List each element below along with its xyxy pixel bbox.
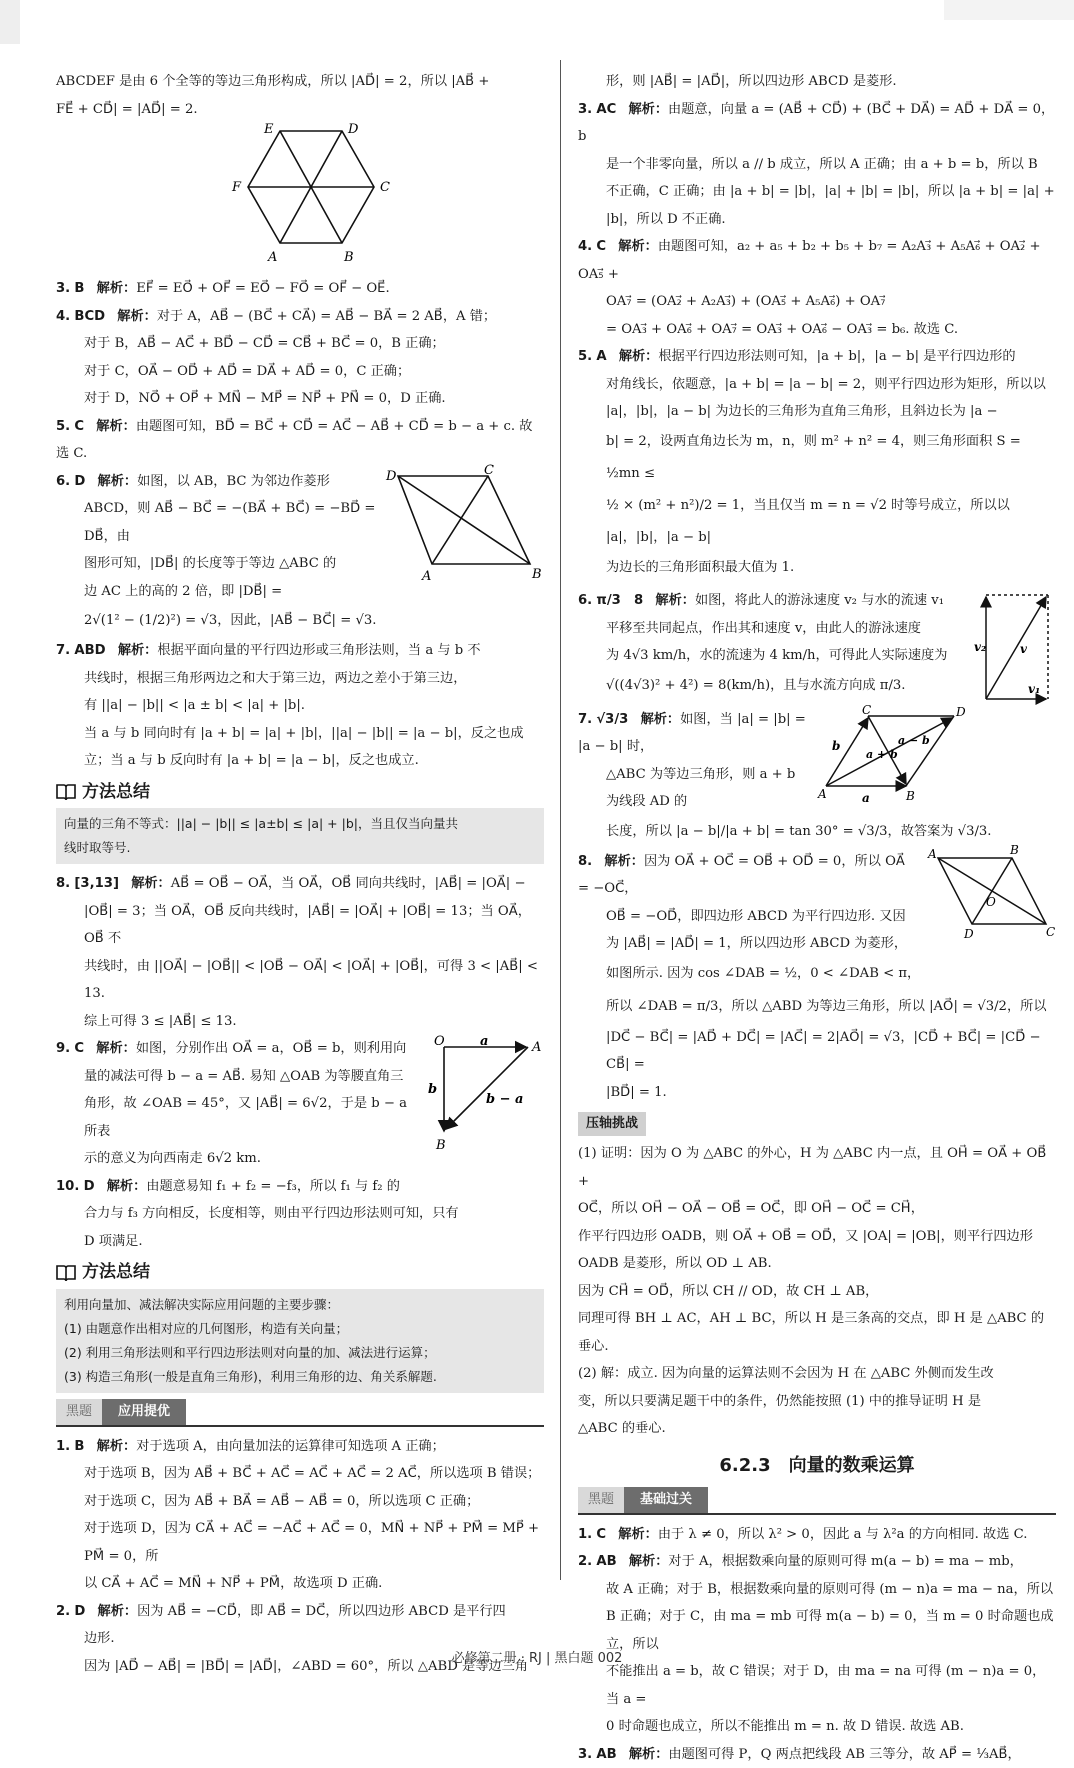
rhombus-label-d: D [385, 469, 397, 484]
method-summary-1-line-1: 向量的三角不等式：||a| − |b|| ≤ |a±b| ≤ |a| + |b|，当且仅当向量共 [64, 812, 536, 836]
r3-line-2: 是一个非零向量，所以 a // b 成立，所以 A 正确；由 a + b = b，所以 B [578, 151, 1056, 179]
left-column [56, 68, 544, 1680]
r6-line-3: 为 4√3 km/h，水的流速为 4 km/h，可得此人实际速度为 [578, 642, 1056, 670]
b2-line-1: 对于 A，根据数乘向量的原则可得 m(a − b) = ma − mb， [668, 1554, 1022, 1569]
scan-corner-mark [0, 0, 20, 44]
method-summary-1-heading: 方法总结 [82, 779, 150, 807]
question-10 [56, 1173, 544, 1201]
q6-number: 6. [56, 474, 70, 489]
b2-answer: AB [596, 1554, 616, 1569]
question-5 [56, 413, 544, 468]
q9-line-2: 量的减法可得 b − a = AB⃗. 易知 △OAB 为等腰直角三 [56, 1063, 544, 1091]
r8-line-6: |DC⃗ − BC⃗| = |AD⃗ + DC⃗| = |AC⃗| = 2|AO⃗| = √3，|CD⃗ + BC⃗| = |CD⃗ − CB⃗| = [578, 1024, 1056, 1079]
q4-line-3: 对于 C，OA⃗ − OD⃗ + AD⃗ = DA⃗ + AD⃗ = 0，C 正确； [56, 358, 544, 386]
par-label-vec-a: a [862, 791, 870, 805]
q8-analysis-label: 解析： [131, 876, 171, 891]
r8-line-2: OB⃗ = −OD⃗，即四边形 ABCD 为平行四边形. 又因 [578, 903, 1056, 931]
r5-line-6: 为边长的三角形面积最大值为 1. [578, 554, 1056, 582]
proof-1-line-2: OC⃗，所以 OH⃗ − OA⃗ − OB⃗ = OC⃗，即 OH⃗ − OC⃗ = CH⃗， [578, 1195, 1056, 1223]
a2-answer: D [74, 1604, 85, 1619]
tri-label-a: A [531, 1040, 541, 1055]
proof-1-line-3: 作平行四边形 OADB，则 OA⃗ + OB⃗ = OD⃗，又 |OA| = |OB|，则平行四边形 [578, 1223, 1056, 1251]
basic-question-2 [578, 1548, 1056, 1576]
b1-analysis-label: 解析： [618, 1527, 658, 1542]
r4-number: 4. [578, 239, 592, 254]
a1-analysis-label: 解析： [97, 1439, 137, 1454]
q6-line-1: 如图，以 AB，BC 为邻边作菱形 [137, 474, 330, 489]
b3-answer: AB [596, 1747, 616, 1762]
tri-label-b: B [435, 1138, 446, 1153]
hex-label-e: E [263, 122, 274, 137]
tri-label-o: O [434, 1034, 445, 1049]
q5-number: 5. [56, 419, 70, 434]
q9-line-1: 如图，分别作出 OA⃗ = a，OB⃗ = b，则利用向 [136, 1041, 407, 1056]
q10-answer: D [84, 1179, 95, 1194]
q9-number: 9. [56, 1041, 70, 1056]
q10-line-3: D 项满足. [56, 1228, 544, 1256]
q10-line-2: 合力与 f₃ 方向相反，长度相等，则由平行四边形法则可知，只有 [56, 1200, 544, 1228]
b2-line-4: 不能推出 a = b，故 C 错误；对于 D，由 ma = na 可得 (m − n)a = 0，当 a = [578, 1658, 1056, 1713]
section-bar-basic [578, 1487, 1056, 1515]
a1-line-2: 对于选项 B，因为 AB⃗ + BC⃗ + AC⃗ = AC⃗ + AC⃗ = 2 AC⃗，所以选项 B 错误； [56, 1460, 544, 1488]
r4-line-3: = OA₃⃗ + OA₆⃗ + OA₇⃗ = OA₃⃗ + OA₆⃗ − OA₃⃗ = b₆. 故选 C. [578, 316, 1056, 344]
a2-analysis-label: 解析： [98, 1604, 138, 1619]
q7-answer: ABD [74, 643, 105, 658]
velocity-rectangle-figure [976, 587, 1056, 711]
q6-answer: D [74, 474, 85, 489]
method-summary-1-line-2: 线时取等号. [64, 836, 536, 860]
q4-line-2: 对于 B，AB⃗ − AC⃗ + BD⃗ − CD⃗ = CB⃗ + BC⃗ = 0，B 正确； [56, 330, 544, 358]
hex-label-f: F [231, 180, 242, 195]
rect-label-v1: v₁ [1028, 682, 1040, 696]
hex-label-d: D [347, 122, 359, 137]
section-heading-6-2-3: 6.2.3 向量的数乘运算 [578, 1451, 1056, 1481]
r5-line-2: 对角线长，依题意，|a + b| = |a − b| = 2，则平行四边形为矩形，所以以 [578, 371, 1056, 399]
q8-line-4: 综上可得 3 ≤ |AB⃗| ≤ 13. [56, 1008, 544, 1036]
q4-analysis-label: 解析： [117, 309, 157, 324]
r4-answer: C [596, 239, 606, 254]
application-question-1 [56, 1433, 544, 1461]
q8-answer: [3,13] [74, 876, 119, 891]
question-8 [56, 870, 544, 898]
section-tag-basic: 基础过关 [624, 1487, 708, 1513]
scan-corner-mark-top-right [944, 0, 1074, 20]
method-summary-2-title [56, 1259, 544, 1287]
proof-1-line-6: 同理可得 BH ⊥ AC，AH ⊥ BC，所以 H 是三条高的交点，即 H 是 △ABC 的 [578, 1305, 1056, 1333]
rhombus-figure [384, 470, 544, 582]
r6-line-1: 如图，将此人的游泳速度 v₂ 与水的流速 v₁ [695, 593, 944, 608]
right-question-4 [578, 233, 1056, 288]
q3-analysis-label: 解析： [97, 281, 137, 296]
b2-line-2: 故 A 正确；对于 B，根据数乘向量的原则可得 (m − n)a = ma − na，所以 [578, 1576, 1056, 1604]
right-triangle-figure [432, 1035, 544, 1153]
q5-text: 由题图可知，BD⃗ = BC⃗ + CD⃗ = AC⃗ − AB⃗ + CD⃗ = b − a + c. 故选 C. [56, 419, 532, 462]
r5-line-5: ½ × (m² + n²)/2 = 1，当且仅当 m = n = √2 时等号成立，所以以 |a|，|b|，|a − b| [578, 490, 1056, 554]
question-3 [56, 275, 544, 303]
q5-analysis-label: 解析： [96, 419, 136, 434]
a1-line-5: 以 CA⃗ + AC⃗ = MN⃗ + NP⃗ + PM⃗，故选项 D 正确. [56, 1570, 544, 1598]
r3-line-4: |b|，所以 D 不正确. [578, 206, 1056, 234]
r3-line-3: 不正确，C 正确；由 |a + b| = |b|，|a| + |b| = |b|，所以 |a + b| = |a| + [578, 178, 1056, 206]
proof-1-line-7: 垂心. [578, 1333, 1056, 1361]
r8-number: 8. [578, 854, 592, 869]
q3-text: EF⃗ = EO⃗ + OF⃗ = EO⃗ − FO⃗ = OF⃗ − OE⃗. [136, 281, 390, 296]
hex-label-c: C [380, 180, 390, 195]
section-tag-black-right: 黑题 [578, 1487, 624, 1513]
r4-line-2: OA₇⃗ = (OA₂⃗ + A₂A₃⃗) + (OA₅⃗ + A₅A₆⃗) + OA₇⃗ [578, 288, 1056, 316]
rh2-label-b: B [1009, 843, 1019, 857]
r7-line-2: △ABC 为等边三角形，则 a + b 为线段 AD 的 [578, 761, 1056, 816]
tri-label-vec-b: b [428, 1082, 437, 1097]
r5-analysis-label: 解析： [619, 349, 659, 364]
q9-line-4: 示的意义为向西南走 6√2 km. [56, 1145, 544, 1173]
b3-number: 3. [578, 1747, 592, 1762]
q7-line-5: 立；当 a 与 b 反向时有 |a + b| = |a − b|，反之也成立. [56, 747, 544, 775]
q10-number: 10. [56, 1179, 79, 1194]
a2-line-2: 边形. [56, 1625, 544, 1653]
r3-line-1: 由题意，向量 a = (AB⃗ + CD⃗) + (BC⃗ + DA⃗) = AD⃗ + DA⃗ = 0，b [578, 102, 1054, 145]
par-label-d-point: D [955, 705, 966, 719]
a1-line-4: 对于选项 D，因为 CA⃗ + AC⃗ = −AC⃗ + AC⃗ = 0，MN⃗ + NP⃗ + PM⃗ = MP⃗ + PM⃗ = 0，所 [56, 1515, 544, 1570]
r7-analysis-label: 解析： [641, 712, 681, 727]
a1-line-3: 对于选项 C，因为 AB⃗ + BA⃗ = AB⃗ − AB⃗ = 0，所以选项 C 正确； [56, 1488, 544, 1516]
r4-analysis-label: 解析： [618, 239, 658, 254]
basic-question-3 [578, 1741, 1056, 1768]
rhombus-label-c: C [484, 463, 494, 478]
q4-line-1: 对于 A，AB⃗ − (BC⃗ + CA⃗) = AB⃗ − BA⃗ = 2 AB⃗，A 错； [157, 309, 496, 324]
q7-analysis-label: 解析： [118, 643, 158, 658]
r7-line-1: 如图，当 |a| = |b| = |a − b| 时， [578, 712, 806, 755]
right-column [578, 68, 1056, 1768]
section-tag-application: 应用提优 [102, 1399, 186, 1425]
page-footer: 必修第二册 · RJ | 黑白题 002 [0, 1645, 1074, 1673]
rhombus-diagonals-figure [928, 848, 1056, 940]
q10-line-1: 由题意易知 f₁ + f₂ = −f₃，所以 f₁ 与 f₂ 的 [146, 1179, 400, 1194]
r7-number: 7. [578, 712, 592, 727]
q8-number: 8. [56, 876, 70, 891]
r6-number: 6. [578, 593, 592, 608]
b2-line-5: 0 时命题也成立，所以不能推出 m = n. 故 D 错误. 故选 AB. [578, 1713, 1056, 1741]
q6-line-3: 图形可知，|DB⃗| 的长度等于等边 △ABC 的 [56, 550, 544, 578]
a1-number: 1. [56, 1439, 70, 1454]
r3-number: 3. [578, 102, 592, 117]
r5-line-1: 根据平行四边形法则可知，|a + b|，|a − b| 是平行四边形的 [658, 349, 1015, 364]
a1-answer: B [74, 1439, 84, 1454]
r5-number: 5. [578, 349, 592, 364]
r4-line-1: 由题图可知，a₂ + a₅ + b₂ + b₅ + b₇ = A₂A₃⃗ + A₅A₆⃗ + OA₂⃗ + OA₅⃗ + [578, 239, 1041, 282]
hexagon-figure [56, 123, 544, 273]
hex-label-b: B [343, 250, 354, 265]
q7-number: 7. [56, 643, 70, 658]
question-7 [56, 637, 544, 665]
q7-line-2: 共线时，根据三角形两边之和大于第三边，两边之差小于第三边， [56, 665, 544, 693]
q6-line-5: 2√(1² − (1/2)²) = √3，因此，|AB⃗ − BC⃗| = √3. [56, 605, 544, 637]
rh2-label-a: A [927, 847, 937, 861]
r8-line-7: |BD⃗| = 1. [578, 1079, 1056, 1107]
q7-line-3: 有 ||a| − |b|| < |a ± b| < |a| + |b|. [56, 692, 544, 720]
q10-analysis-label: 解析： [107, 1179, 147, 1194]
q9-analysis-label: 解析： [96, 1041, 136, 1056]
q6-analysis-label: 解析： [98, 474, 138, 489]
r3-analysis-label: 解析： [628, 102, 668, 117]
q8-line-2: |OB⃗| = 3；当 OA⃗，OB⃗ 反向共线时，|AB⃗| = |OA⃗| + |OB⃗| = 13；当 OA⃗，OB⃗ 不 [56, 898, 544, 953]
a2-number: 2. [56, 1604, 70, 1619]
rh2-label-c: C [1046, 925, 1055, 939]
b1-line-1: 由于 λ ≠ 0，所以 λ² > 0，因此 a 与 λ²a 的方向相同. 故选 C. [658, 1527, 1028, 1542]
r5-line-4: b| = 2，设两直角边长为 m，n，则 m² + n² = 4，则三角形面积 S = ½mn ≤ [578, 426, 1056, 490]
right-question-5 [578, 343, 1056, 371]
r6-line-2: 平移至共同起点，作出其和速度 v，由此人的游泳速度 [578, 615, 1056, 643]
r7-line-3: 长度，所以 |a − b|/|a + b| = tan 30° = √3/3，故答案为 √3/3. [578, 816, 1056, 848]
q6-line-4: 边 AC 上的高的 2 倍，即 |DB⃗| = [56, 578, 544, 606]
proof-2-line-1: (2) 解：成立. 因为向量的运算法则不会因为 H 在 △ABC 外侧而发生改 [578, 1360, 1056, 1388]
right-question-6 [578, 587, 1056, 702]
book-icon [56, 1264, 76, 1282]
r7-answer: √3/3 [596, 712, 628, 727]
right-question-3 [578, 96, 1056, 151]
b2-number: 2. [578, 1554, 592, 1569]
a2-line-3: 因为 |AD⃗ − AB⃗| = |BD⃗| = |AD⃗|，∠ABD = 60°，所以 △ABD 是等边三角 [56, 1653, 544, 1681]
r6-line-4: √((4√3)² + 4²) = 8(km/h)，且与水流方向成 π/3. [578, 670, 1056, 702]
column-divider [560, 60, 561, 1580]
par-label-vec-b: b [832, 739, 840, 753]
proof-1-line-5: 因为 CH⃗ = OD⃗，所以 CH // OD，故 CH ⊥ AB， [578, 1278, 1056, 1306]
tri-label-b-minus-a: b − a [486, 1092, 523, 1107]
right-question-8 [578, 848, 1056, 1107]
q6-line-2: ABCD，则 AB⃗ − BC⃗ = −(BA⃗ + BC⃗) = −BD⃗ = DB⃗，由 [56, 495, 544, 550]
proof-2-line-3: △ABC 的垂心. [578, 1415, 1056, 1443]
r8-analysis-label: 解析： [604, 854, 644, 869]
q8-line-3: 共线时，由 ||OA⃗| − |OB⃗|| < |OB⃗ − OA⃗| < |OA⃗| + |OB⃗|，可得 3 < |AB⃗| < 13. [56, 953, 544, 1008]
r5-answer: A [596, 349, 606, 364]
q4-line-4: 对于 D，NO⃗ + OP⃗ + MN⃗ − MP⃗ = NP⃗ + PN⃗ = 0，D 正确. [56, 385, 544, 413]
b1-number: 1. [578, 1527, 592, 1542]
par-label-a-point: A [817, 787, 827, 801]
q4-answer: BCD [74, 309, 105, 324]
intro-line-2: FE⃗ + CD⃗| = |AD⃗| = 2. [56, 96, 544, 124]
q7-line-4: 当 a 与 b 同向时有 |a + b| = |a| + |b|，||a| − |b|| = |a − b|，反之也成 [56, 720, 544, 748]
application-question-2 [56, 1598, 544, 1626]
method-summary-2-line-2: (1) 由题意作出相对应的几何图形，构造有关向量； [64, 1317, 536, 1341]
method-summary-2-heading: 方法总结 [82, 1259, 150, 1287]
r8-line-1: 因为 OA⃗ + OC⃗ = OB⃗ + OD⃗ = 0，所以 OA⃗ = −OC⃗， [578, 854, 905, 897]
section-tag-black: 黑题 [56, 1399, 102, 1425]
method-summary-2-line-3: (2) 利用三角形法则和平行四边形法则对向量的加、减法进行运算； [64, 1341, 536, 1365]
par-label-a-minus-b: a − b [898, 734, 930, 747]
r8-line-3: 为 |AB⃗| = |AD⃗| = 1，所以四边形 ABCD 为菱形， [578, 930, 1056, 958]
par-label-a-plus-b: a + b [866, 748, 898, 761]
q3-number: 3. [56, 281, 70, 296]
r3-answer: AC [596, 102, 616, 117]
q5-answer: C [74, 419, 84, 434]
method-summary-2-line-4: (3) 构造三角形(一般是直角三角形)，利用三角形的边、角关系解题. [64, 1365, 536, 1389]
basic-question-1 [578, 1521, 1056, 1549]
q9-answer: C [74, 1041, 84, 1056]
b3-analysis-label: 解析： [629, 1747, 669, 1762]
question-9 [56, 1035, 544, 1173]
tri-label-vec-a: a [480, 1034, 488, 1049]
right-intro-line: 形，则 |AB⃗| = |AD⃗|，所以四边形 ABCD 是菱形. [578, 68, 1056, 96]
a1-line-1: 对于选项 A，由向量加法的运算律可知选项 A 正确； [136, 1439, 445, 1454]
rect-label-v: v [1020, 642, 1028, 656]
q8-line-1: AB⃗ = OB⃗ − OA⃗，当 OA⃗，OB⃗ 同向共线时，|AB⃗| = |OA⃗| − [171, 876, 526, 891]
rh2-label-o: O [986, 895, 996, 909]
b2-line-3: B 正确；对于 C，由 ma = mb 可得 m(a − b) = 0，当 m = 0 时命题也成立，所以 [578, 1603, 1056, 1658]
proof-2-line-2: 变，所以只要满足题干中的条件，仍然能按照 (1) 中的推导证明 H 是 [578, 1388, 1056, 1416]
b3-line-1: 由题图可得 P，Q 两点把线段 AB 三等分，故 AP⃗ = ⅓AB⃗， [668, 1747, 1020, 1762]
parallelogram-figure [818, 706, 968, 804]
par-label-b-point: B [905, 789, 915, 803]
q7-line-1: 根据平面向量的平行四边形或三角形法则，当 a 与 b 不 [157, 643, 480, 658]
rh2-label-d: D [963, 927, 974, 941]
method-summary-1-box [56, 808, 544, 864]
method-summary-2-line-1: 利用向量加、减法解决实际应用问题的主要步骤： [64, 1293, 536, 1317]
proof-1-line-1: (1) 证明：因为 O 为 △ABC 的外心，H 为 △ABC 内一点，且 OH⃗ = OA⃗ + OB⃗ + [578, 1140, 1056, 1195]
par-label-c-point: C [862, 703, 871, 717]
r8-line-4: 如图所示. 因为 cos ∠DAB = ½，0 < ∠DAB < π， [578, 958, 1056, 990]
question-6 [56, 468, 544, 638]
rect-label-v2: v₂ [974, 640, 986, 654]
section-bar-application [56, 1399, 544, 1427]
b1-answer: C [596, 1527, 606, 1542]
method-summary-2-box [56, 1289, 544, 1393]
rhombus-label-a: A [421, 569, 431, 584]
question-4 [56, 303, 544, 331]
q3-answer: B [74, 281, 84, 296]
r6-analysis-label: 解析： [655, 593, 695, 608]
right-question-7 [578, 706, 1056, 848]
r6-answer: π/3 8 [596, 593, 643, 608]
pressure-challenge-tag: 压轴挑战 [578, 1112, 646, 1136]
r5-line-3: |a|，|b|，|a − b| 为边长的三角形为直角三角形，且斜边长为 |a − [578, 398, 1056, 426]
method-summary-1-title [56, 779, 544, 807]
proof-1-line-4: OADB 是菱形，所以 OD ⊥ AB. [578, 1250, 1056, 1278]
intro-line-1: ABCDEF 是由 6 个全等的等边三角形构成，所以 |AD⃗| = 2，所以 |AB⃗ + [56, 68, 544, 96]
rhombus-label-b: B [531, 567, 542, 582]
b2-analysis-label: 解析： [629, 1554, 669, 1569]
q9-line-3: 角形，故 ∠OAB = 45°，又 |AB⃗| = 6√2，于是 b − a 所表 [56, 1090, 544, 1145]
hex-label-a: A [267, 250, 277, 265]
r8-line-5: 所以 ∠DAB = π/3，所以 △ABD 为等边三角形，所以 |AO⃗| = √3/2，所以 [578, 990, 1056, 1024]
book-icon [56, 783, 76, 801]
a2-line-1: 因为 AB⃗ = −CD⃗，即 AB⃗ = DC⃗，所以四边形 ABCD 是平行四 [137, 1604, 506, 1619]
q4-number: 4. [56, 309, 70, 324]
